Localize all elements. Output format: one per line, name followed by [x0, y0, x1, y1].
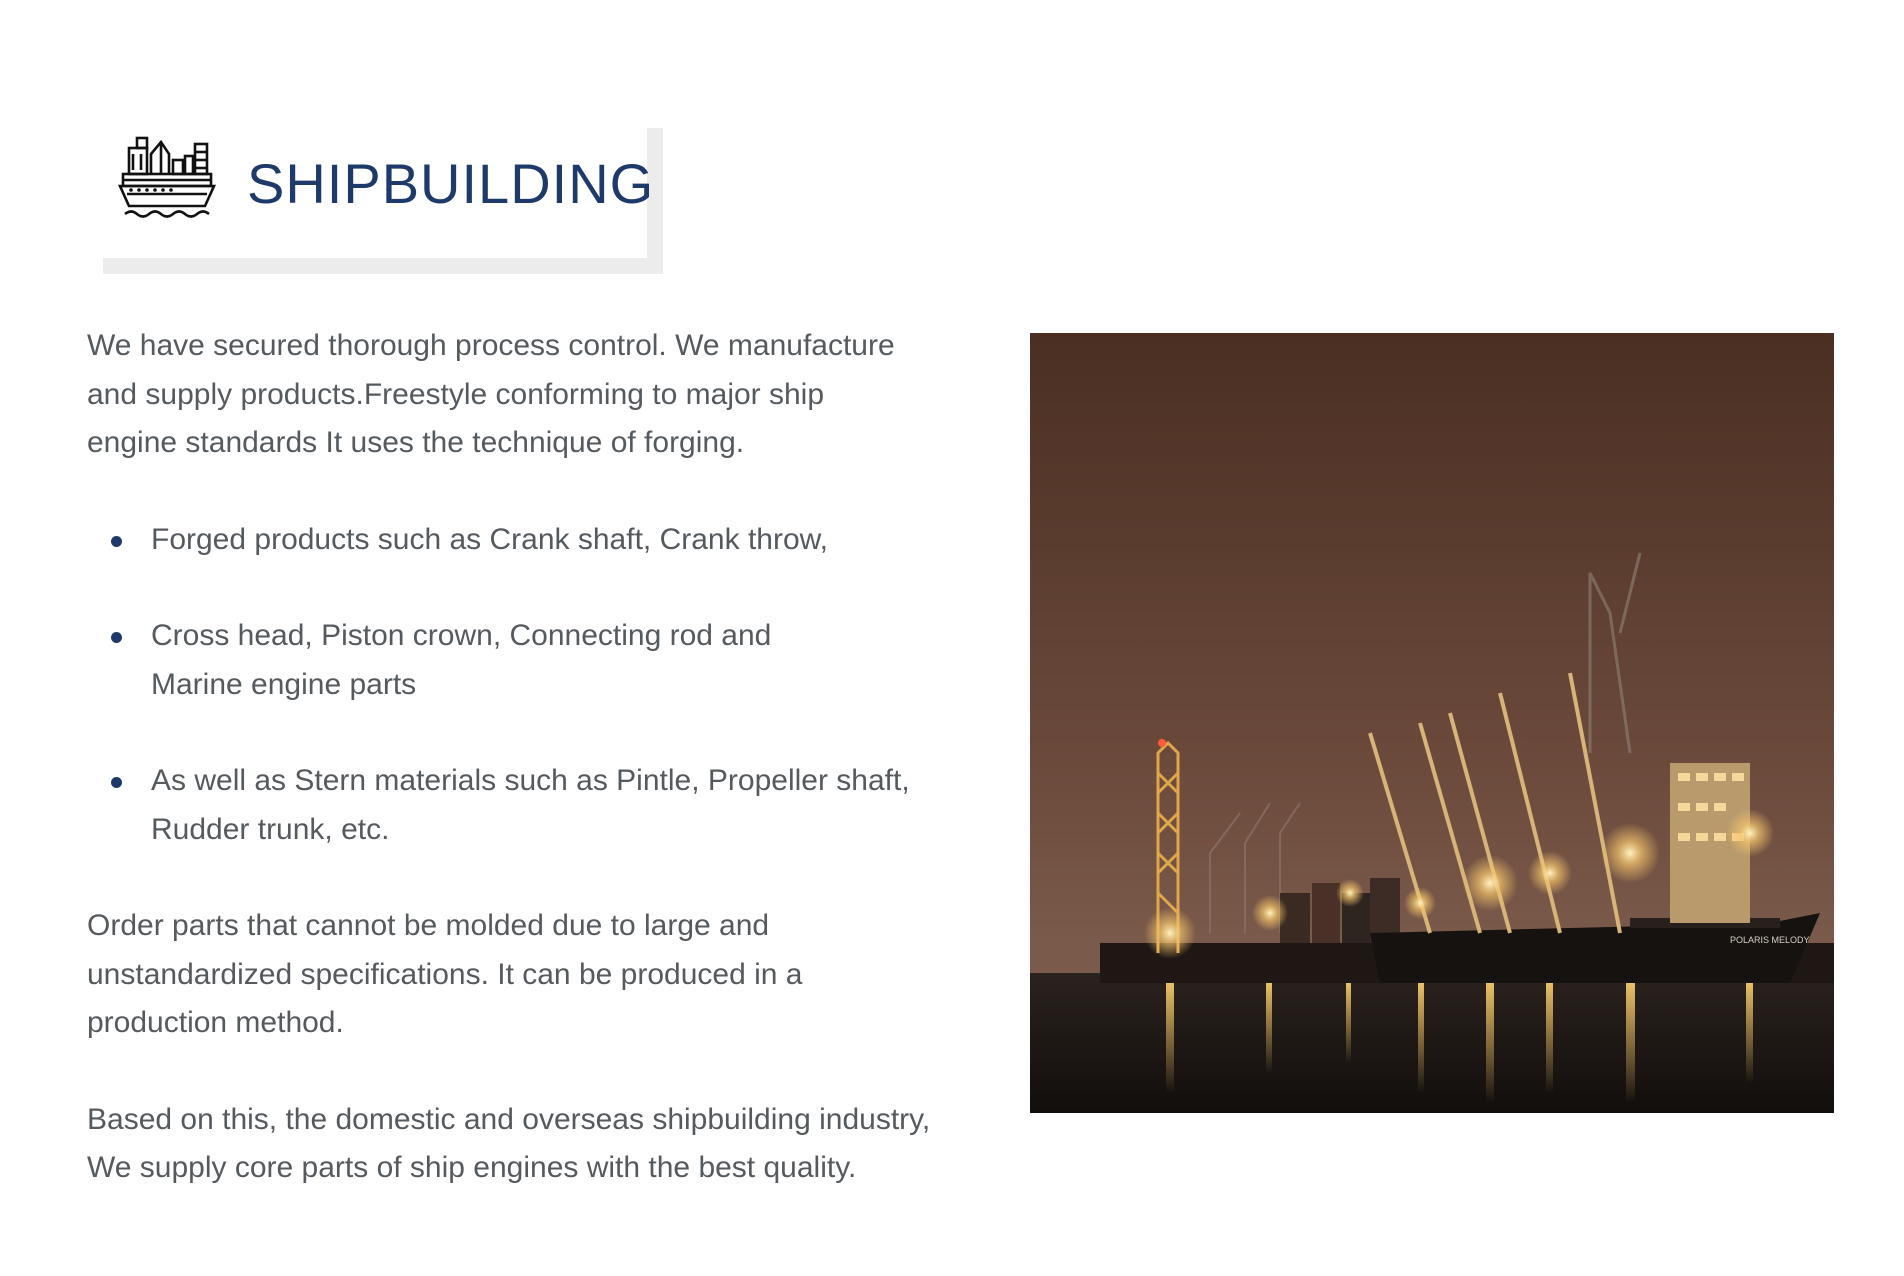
list-item-text: As well as Stern materials such as Pintle, Propeller shaft, — [151, 764, 910, 797]
main-content — [87, 322, 987, 1241]
intro-line: We have secured thorough process control. We manufacture — [87, 329, 895, 362]
bullet-icon — [111, 632, 122, 643]
intro-line: engine standards It uses the technique of forging. — [87, 426, 745, 459]
order-line: production method. — [87, 1006, 344, 1039]
list-item — [87, 516, 987, 565]
list-item-text: Forged products such as Crank shaft, Crank throw, — [151, 522, 828, 556]
list-item-text: Rudder trunk, etc. — [151, 812, 390, 846]
ship-name: POLARIS MELODY — [1730, 935, 1810, 945]
section-header — [87, 112, 655, 258]
list-item-text: Marine engine parts — [151, 667, 417, 701]
closing-paragraph — [87, 1096, 987, 1193]
intro-line: and supply products.Freestyle conforming to major ship — [87, 377, 825, 411]
list-item — [87, 757, 987, 854]
order-line: Order parts that cannot be molded due to large and — [87, 909, 770, 942]
harbor-night-image — [1030, 333, 1834, 1113]
bullet-icon — [111, 777, 122, 788]
intro-paragraph — [87, 322, 987, 468]
harbor-photo — [1030, 333, 1834, 1113]
closing-line: Based on this, the domestic and overseas shipbuilding industry, — [87, 1102, 931, 1136]
section-title: SHIPBUILDING — [247, 152, 655, 215]
order-paragraph — [87, 902, 987, 1048]
list-item-text: Cross head, Piston crown, Connecting rod and — [151, 619, 772, 652]
product-list — [87, 516, 987, 855]
list-item — [87, 612, 987, 709]
ship-icon — [117, 134, 217, 218]
order-line: unstandardized specifications. It can be produced in a — [87, 957, 803, 991]
closing-line: We supply core parts of ship engines with the best quality. — [87, 1151, 857, 1184]
bullet-icon — [111, 536, 122, 547]
